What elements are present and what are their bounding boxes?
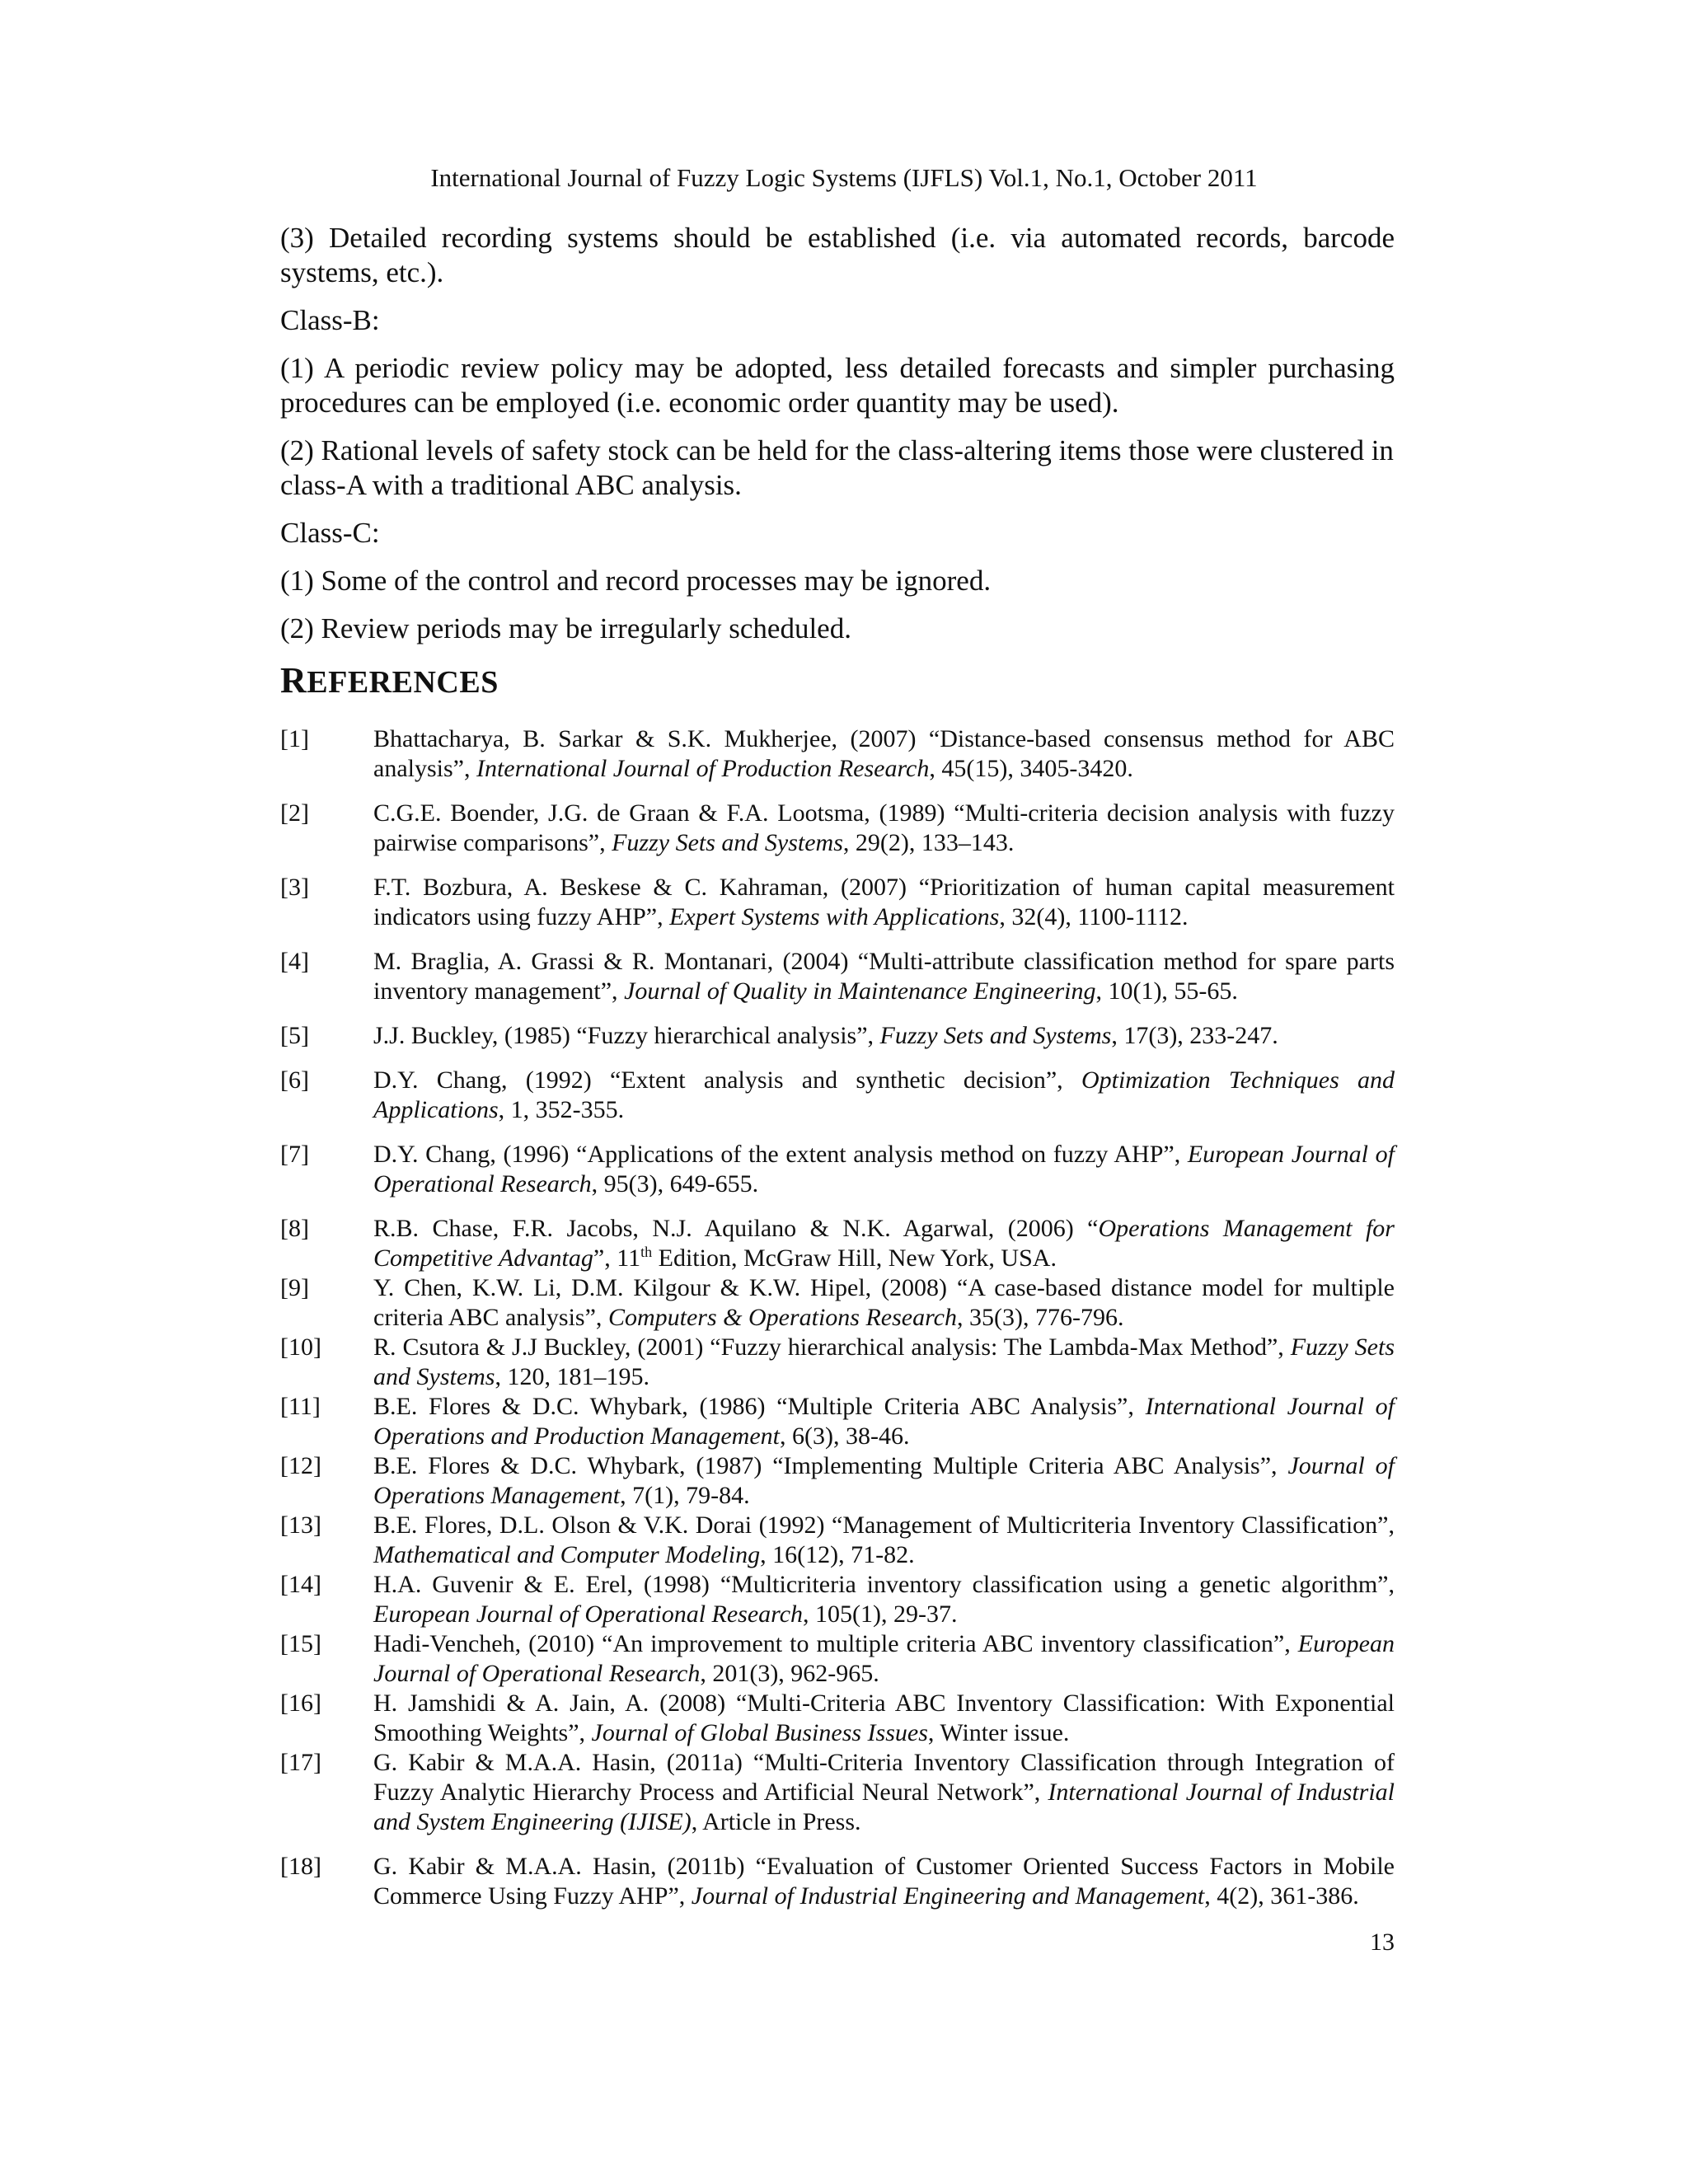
reference-number: [17]	[280, 1749, 321, 1776]
reference-details: , 201(3), 962-965.	[700, 1660, 879, 1687]
reference-number: [2]	[280, 799, 309, 827]
reference-details: , Article in Press.	[691, 1808, 861, 1835]
reference-item	[280, 1392, 1395, 1451]
running-header: International Journal of Fuzzy Logic Systems (IJFLS) Vol.1, No.1, October 2011	[430, 163, 1258, 192]
paragraph: (1) A periodic review policy may be adopted, less detailed forecasts and simpler purchasing procedures can be employed (i.e. economic order quantity may be used).	[280, 352, 1395, 419]
paragraph: (3) Detailed recording systems should be established (i.e. via automated records, barcode systems, etc.).	[280, 222, 1395, 288]
reference-text: B.E. Flores & D.C. Whybark, (1987) “Implementing Multiple Criteria ABC Analysis”,	[373, 1452, 1288, 1479]
reference-text: M. Braglia, A. Grassi & R. Montanari, (2004) “Multi-attribute classification method for spare parts inventory management”,	[373, 948, 1395, 1005]
reference-text: Y. Chen, K.W. Li, D.M. Kilgour & K.W. Hipel, (2008) “A case-based distance model for multiple criteria ABC analysis”,	[373, 1274, 1395, 1331]
reference-text: D.Y. Chang, (1996) “Applications of the extent analysis method on fuzzy AHP”,	[373, 1141, 1188, 1168]
reference-venue: Fuzzy Sets and Systems	[373, 1333, 1395, 1390]
superscript: th	[640, 1244, 653, 1260]
reference-details: , 35(3), 776-796.	[956, 1304, 1124, 1331]
reference-item	[280, 1214, 1395, 1273]
reference-item	[280, 1511, 1395, 1570]
paragraph: (2) Rational levels of safety stock can be held for the class-altering items those were clustered in class-A with a traditional ABC analysis.	[280, 434, 1394, 501]
reference-text: C.G.E. Boender, J.G. de Graan & F.A. Lootsma, (1989) “Multi-criteria decision analysis with fuzzy pairwise comparisons”,	[373, 799, 1395, 856]
references-heading-initial: R	[280, 660, 307, 701]
reference-details: ”, 11	[593, 1244, 641, 1272]
reference-details: , 16(12), 71-82.	[760, 1541, 915, 1568]
reference-item	[280, 1570, 1395, 1629]
reference-details: , 45(15), 3405-3420.	[929, 755, 1133, 782]
reference-number: [13]	[280, 1511, 321, 1539]
reference-number: [14]	[280, 1571, 321, 1598]
reference-venue: Fuzzy Sets and Systems	[612, 829, 843, 856]
reference-number: [11]	[280, 1393, 321, 1420]
reference-item	[280, 1689, 1395, 1748]
reference-text: R.B. Chase, F.R. Jacobs, N.J. Aquilano & N.K. Agarwal, (2006) “	[373, 1215, 1099, 1242]
reference-text: G. Kabir & M.A.A. Hasin, (2011b) “Evaluation of Customer Oriented Success Factors in Mobile Commerce Using Fuzzy AHP”,	[373, 1853, 1395, 1910]
reference-venue: Optimization Techniques and Applications	[373, 1066, 1395, 1123]
reference-item	[280, 1748, 1395, 1837]
reference-item	[280, 1021, 1395, 1051]
reference-number: [18]	[280, 1853, 321, 1880]
class-c-label: Class-C:	[280, 517, 380, 549]
reference-text: Bhattacharya, B. Sarkar & S.K. Mukherjee, (2007) “Distance-based consensus method for ABC analysis”,	[373, 725, 1395, 782]
reference-details: , 10(1), 55-65.	[1095, 977, 1238, 1005]
reference-number: [9]	[280, 1274, 309, 1301]
reference-venue: European Journal of Operational Research	[373, 1141, 1395, 1197]
reference-number: [1]	[280, 725, 309, 752]
reference-item	[280, 1629, 1395, 1689]
reference-text: D.Y. Chang, (1992) “Extent analysis and synthetic decision”,	[373, 1066, 1081, 1094]
reference-venue: Mathematical and Computer Modeling	[373, 1541, 761, 1568]
reference-details: , Winter issue.	[927, 1719, 1070, 1746]
reference-venue: International Journal of Production Research	[476, 755, 930, 782]
reference-venue: Fuzzy Sets and Systems	[879, 1022, 1112, 1049]
reference-number: [4]	[280, 948, 309, 975]
reference-details: , 1, 352-355.	[498, 1096, 625, 1123]
reference-venue: Computers & Operations Research	[607, 1304, 957, 1331]
reference-number: [15]	[280, 1630, 321, 1657]
reference-item	[280, 1852, 1395, 1911]
reference-details: , 95(3), 649-655.	[591, 1170, 759, 1197]
reference-details: , 7(1), 79-84.	[620, 1482, 750, 1509]
body-text	[280, 221, 1395, 1926]
reference-text: F.T. Bozbura, A. Beskese & C. Kahraman, (2007) “Prioritization of human capital measurement indicators using fuzzy AHP”,	[373, 874, 1395, 930]
reference-venue: Journal of Global Business Issues	[591, 1719, 928, 1746]
reference-item	[280, 1451, 1395, 1511]
paragraph: (2) Review periods may be irregularly scheduled.	[280, 612, 851, 644]
reference-item	[280, 1273, 1395, 1333]
references-list	[280, 724, 1395, 1911]
reference-venue: International Journal of Industrial and System Engineering (IJISE)	[373, 1779, 1395, 1835]
paragraph: (1) Some of the control and record processes may be ignored.	[280, 565, 992, 597]
references-heading	[280, 659, 1395, 701]
reference-venue: Journal of Quality in Maintenance Engineering	[624, 977, 1096, 1005]
reference-number: [16]	[280, 1690, 321, 1717]
reference-text: G. Kabir & M.A.A. Hasin, (2011a) “Multi-Criteria Inventory Classification through Integration of Fuzzy Analytic Hierarchy Process and Artificial Neural Network”,	[373, 1749, 1395, 1806]
reference-details: , 17(3), 233-247.	[1111, 1022, 1278, 1049]
reference-number: [10]	[280, 1333, 321, 1361]
reference-venue: European Journal of Operational Research	[373, 1630, 1395, 1687]
reference-number: [7]	[280, 1141, 309, 1168]
references-heading-rest: EFERENCES	[307, 665, 499, 700]
reference-text: B.E. Flores, D.L. Olson & V.K. Dorai (1992) “Management of Multicriteria Inventory Classification”,	[373, 1511, 1395, 1539]
reference-number: [12]	[280, 1452, 321, 1479]
reference-details-2: Edition, McGraw Hill, New York, USA.	[652, 1244, 1057, 1272]
reference-details: , 29(2), 133–143.	[842, 829, 1015, 856]
reference-item	[280, 873, 1395, 932]
reference-number: [8]	[280, 1215, 309, 1242]
reference-item	[280, 1066, 1395, 1125]
reference-text: J.J. Buckley, (1985) “Fuzzy hierarchical analysis”,	[373, 1022, 880, 1049]
reference-item	[280, 1333, 1395, 1392]
reference-venue: International Journal of Operations and Production Management	[373, 1393, 1395, 1450]
reference-item	[280, 724, 1395, 784]
reference-text: B.E. Flores & D.C. Whybark, (1986) “Multiple Criteria ABC Analysis”,	[373, 1393, 1146, 1420]
reference-text: R. Csutora & J.J Buckley, (2001) “Fuzzy hierarchical analysis: The Lambda-Max Method”,	[373, 1333, 1291, 1361]
reference-item	[280, 947, 1395, 1006]
reference-details: , 6(3), 38-46.	[780, 1422, 910, 1450]
reference-text: H.A. Guvenir & E. Erel, (1998) “Multicriteria inventory classification using a genetic algorithm”,	[373, 1571, 1395, 1598]
reference-item	[280, 799, 1395, 858]
reference-text: Hadi-Vencheh, (2010) “An improvement to multiple criteria ABC inventory classification”,	[373, 1630, 1298, 1657]
reference-item	[280, 1140, 1395, 1199]
reference-number: [3]	[280, 874, 309, 901]
reference-number: [5]	[280, 1022, 309, 1049]
reference-venue: Journal of Industrial Engineering and Management	[691, 1882, 1205, 1910]
reference-venue: Expert Systems with Applications	[669, 903, 1000, 930]
reference-details: , 32(4), 1100-1112.	[999, 903, 1189, 930]
reference-details: , 120, 181–195.	[495, 1363, 649, 1390]
reference-details: , 4(2), 361-386.	[1204, 1882, 1359, 1910]
page-number: 13	[1370, 1929, 1395, 1956]
reference-venue: Journal of Operations Management	[373, 1452, 1395, 1509]
reference-venue: Operations Management for Competitive Advantag	[373, 1215, 1395, 1272]
reference-text: H. Jamshidi & A. Jain, A. (2008) “Multi-Criteria ABC Inventory Classification: With Exponential Smoothing Weights”,	[373, 1690, 1395, 1746]
reference-number: [6]	[280, 1066, 309, 1094]
reference-venue: European Journal of Operational Research	[373, 1601, 804, 1628]
reference-details: , 105(1), 29-37.	[803, 1601, 958, 1628]
class-b-label: Class-B:	[280, 304, 380, 336]
